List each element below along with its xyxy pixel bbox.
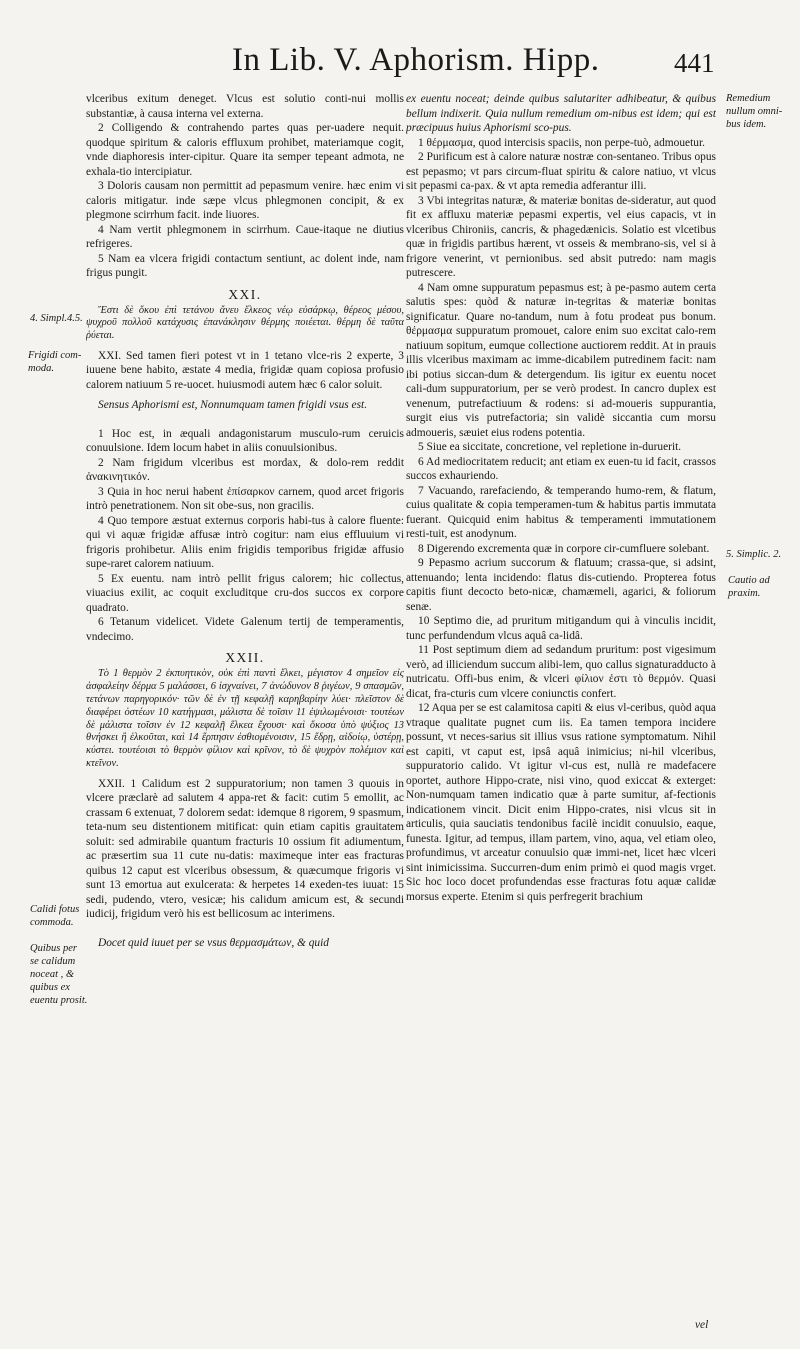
commentary-item: 6 Tetanum videlicet. Videte Galenum tertij de temperamentis, vndecimo. bbox=[86, 616, 404, 643]
margin-note-simplic: 5. Simplic. 2. bbox=[726, 549, 782, 560]
margin-note-cautio: Cautio ad praxim. bbox=[728, 575, 770, 599]
commentary-item: 10 Septimo die, ad pruritum mitigandum qui à vinculis incidit, tunc perfundendum vlcus aquâ ca-lidâ. bbox=[406, 615, 716, 642]
margin-note-simpl: 4. Simpl.4.5. bbox=[30, 313, 83, 324]
docet-line: Docet quid iuuet per se vsus θερμασμάτων, & quid bbox=[98, 936, 329, 949]
latin-translation: XXII. 1 Calidum est 2 suppuratorium; non tamen 3 quouis in vlcere præclarè ad salutem 4 appa-ret & facit: cutim 5 emollit, ac crassam 6 extenuat, 7 dolorem sedat: idemque 8 rigorem, 9 spasmum, teta-num seu distentionem mitificat: quin etiam capitis grauitatem soluit: sed admirabile quantum fracturis 10 ossium fit adiumentum, ac præsertim sua 11 cute nu-datis: maximeque inter eas fracturas quibus 12 caput est vlceribus obsessum, & quæcumque frigoris vi sunt 13 emortua aut exulcerata: & herpetes 14 exeden-tes iuuat: 15 sedi, pudendo, vtero, vesicæ; his calidum amicum est, & secundi iudicij, frigidum verò his est bellicosum ac interimens. bbox=[86, 777, 404, 921]
commentary-item: 8 Digerendo excrementa quæ in corpore cir-cumfluere solebant. bbox=[418, 542, 710, 555]
left-column bbox=[86, 92, 404, 950]
commentary-item: 7 Vacuando, rarefaciendo, & temperando humo-rem, & flatum, cuius qualitate & copia temperamen-tum & habitus partis immutata fuerant. Quicquid enim habitus & temperamenti immutationem resti-tuit, est anodynum. bbox=[406, 484, 716, 540]
commentary-item: 1 θέρμασμα, quod intercisis spaciis, non perpe-tuò, admouetur. bbox=[418, 136, 705, 149]
paragraph: ex euentu noceat; deinde quibus salutariter adhibeatur, & quibus bellum indixerit. Quia nullum remedium om-nibus est idem; qui est præcipuus huius Aphorismi sco-pus. bbox=[406, 93, 716, 134]
commentary-item: 12 Aqua per se est calamitosa capiti & eius vl-ceribus, quòd aqua vtraque qualitate pugnet cum iis. Ea tamen tempora incidere possunt, vt neces-sarius sit illius vsus ratione symptomatum. Nihil est capiti, vt caput est, ipsâ aquâ inimicius; ni-hil vlceribus, suppuratorio calido. Vt igitur vl-cus est, nullà re madefacere oportet, authore Hippo-crate, nisi vino, quod exiccat & exterget: Non-numquam tamen indicatio quæ à parte sumitur, af-fectionis indicationem vincit. Dicit enim Hippo-crates, nisi vlcus sit in articulis, quia sauciatis tendonibus facilè incidit conuulsio, eaque, funesta. Igitur, ad tempus, illam partem, vino, aqua, vel etiam oleo, profundimus, vt arceatur conuulsio quæ immi-net, licet hæc vlceri sint inimicissima. Succurren-dum enim primò ei quod magis vrget. Sic hoc loco docet profundendas esse fracturas fotu aquæ calidæ morsus experte. Etenim si quis perfregerit brachium bbox=[406, 702, 716, 903]
margin-note-frigidi: Frigidi com- moda. bbox=[28, 350, 82, 374]
commentary-item: 11 Post septimum diem ad sedandum pruritum: post vigesimum verò, ad illiciendum succum alibi-lem, quo callus signaturadducto à nutricatu. Offi-bus enim, & vlceri φίλιον ἐστι τὸ θερμόν. Quasi dicat, fra-cturis cum vlcere coniunctis confert. bbox=[406, 644, 716, 700]
running-title: In Lib. V. Aphorism. Hipp. bbox=[232, 42, 600, 78]
commentary-item: 3 Quia in hoc nerui habent ἐπίσαρκον carnem, quod arcet frigoris intrò penetrationem. Non sit obe-sus, non gracilis. bbox=[86, 485, 404, 513]
commentary-item: 1 Hoc est, in æquali andagonistarum musculo-rum ceruicis conuulsione. Idem locum habet in aliis conuulsionibus. bbox=[86, 427, 404, 455]
aphorism-heading: XXI. bbox=[228, 286, 262, 302]
commentary-item: 5 Ex euentu. nam intrò pellit frigus calorem; hic collectus, viuacius exilit, ac coquit excluditque cru-dos succos ex corpore quadrato. bbox=[86, 572, 404, 614]
sensus-line: Sensus Aphorismi est, Nonnumquam tamen frigidi vsus est. bbox=[98, 399, 368, 412]
commentary-item: 2 Purificum est à calore naturæ nostræ con-sentaneo. Tribus opus est pepasmo; vt pars circum-fluat spiritu & calore natiuo, vt vlcus sit pepasmi ca-pax. & vt apta remedia adferantur illi. bbox=[406, 151, 716, 192]
commentary-item: 2 Nam frigidum vlceribus est mordax, & dolo-rem reddit ἀνακινητικόν. bbox=[86, 456, 404, 484]
commentary-item: 4 Nam omne suppuratum pepasmus est; à pe-pasmo autem certa salutis spes: quòd & naturæ in-tegritas & materiæ bonitas significatur. Quare no-tandum, num à fotu prodeat pus bonum. θέρμασμα suppuratum promouet, calore enim suo excitat calo-rem natiuum sopitum, eumque collectione auctiorem reddit. At in prauis illis vlceribus maximam ac imme-dicabilem putredinem facit: nam ibi potius siccan-dum & detergendum. Iis igitur ex euentu nocet cali-dum suppuratorium, per se verò prodest. In cancro duplex est venenum, putrefactiuum & rodens: si ad-moueris suppurantia, surgit eius vis putrefactoria; sin validè siccantia cum morsu admoueris, sæuiet eius rodens potentia. bbox=[406, 281, 716, 439]
page-number: 441 bbox=[674, 48, 715, 78]
greek-text: Τὸ 1 θερμὸν 2 ἐκπυητικὸν, οὐκ ἐπὶ παντὶ ἕλκει, μέγιστον 4 σημεῖον εἰς ἀσφαλείην δέρμα 5 μαλάσσει, 6 ἰσχναίνει, 7 ἀνώδυνον 8 ῥιγέων, 9 σπασμῶν, τετάνων παρηγορικόν· τῶν δὲ ἐν τῇ κεφαλῇ καρηβαρίην λύει· πλεῖστον δὲ διαφέρει ὀστέων 10 κατήγμασι, μάλιστα δὲ τοῖσιν 11 ἐψιλωμένοισι· τουτέων δὲ μάλιστα τοῖσιν ἐν 12 κεφαλῇ ἕλκεα ἔχουσι· καὶ ὅκοσα ὑπὸ ψύξιος 13 θνήσκει ἢ ἑλκοῦται, καὶ 14 ἕρπησιν ἐσθιομένοισιν, 15 ἕδρῃ, αἰδοίῳ, ὑστέρῃ, κύστει. τουτέοισι τὸ θερμὸν φίλιον καὶ κρῖνον, τὸ δὲ ψυχρὸν πολέμιον καὶ κτεῖνον. bbox=[86, 668, 404, 769]
aphorism-heading: XXII. bbox=[225, 650, 265, 666]
right-column bbox=[406, 92, 716, 904]
latin-translation: XXI. Sed tamen fieri potest vt in 1 tetano vlce-ris 2 experte, 3 iuuene bene habito, æstate 4 media, frigidæ quam copiosa profusio calorem natiuum 5 re-uocet. huiusmodi autem hæc 6 calor soluit. bbox=[86, 349, 404, 391]
running-header bbox=[0, 42, 800, 92]
greek-text: Ἔστι δὲ ὅκου ἐπὶ τετάνου ἄνευ ἕλκεος νέῳ εὐσάρκῳ, θέρεος μέσου, ψυχροῦ πολλοῦ κατάχυσις ἐπανάκλησιν θέρμης ποιέεται. θέρμη δὲ ταῦτα ῥύεται. bbox=[86, 304, 404, 342]
margin-note-remedium: Remedium nullum omni- bus idem. bbox=[726, 93, 783, 130]
commentary-item: 5 Siue ea siccitate, concretione, vel repletione in-duruerit. bbox=[418, 441, 682, 453]
commentary-item: 4 Quo tempore æstuat externus corporis habi-tus à calore fluente: qui vi aquæ frigidæ affusæ intrò cogitur: nam eius effluuium vi frigoris prohibetur. Aliis enim frigidis temporibus frigidæ affusio supe-raret calorem natiuum. bbox=[86, 514, 404, 571]
margin-note-quibus: Quibus per se calidum noceat , & quibus ex euentu prosit. bbox=[30, 943, 88, 1006]
paragraph: 3 Doloris causam non permittit ad pepasmum venire. hæc enim vi caloris mitigatur. inde sæpe vlcus phlegmonen concipit, & ex plegmone scirrhum facit. inde liuores. bbox=[86, 180, 404, 221]
commentary-item: 3 Vbi integritas naturæ, & materiæ bonitas de-sideratur, aut quod fit ex affluxu materiæ pepasmi expertis, vel eius capacis, vt in vlceribus Chironiis, cancris, & phagedænicis. Solatio est vlcetibus quæ in frigidis partibus hærent, vt osseis & membrano-sis, vel si à frigore venerint, vt pernionibus. sed absit putredo: nam magis putrescere. bbox=[406, 194, 716, 279]
paragraph: 2 Colligendo & contrahendo partes quas per-uadere nequit. quodque spiritum & caloris effluxum prohibet, materiamque cogit, vnde diaphoresis inter-cipitur. Quare ita semper tepeant admota, ne exhala-tio intercipiatur. bbox=[86, 122, 404, 178]
paragraph: 4 Nam vertit phlegmonem in scirrhum. Caue-itaque ne diutius refrigeres. bbox=[86, 223, 404, 250]
paragraph: vlceribus exitum deneget. Vlcus est solutio conti-nui mollis substantiæ, à causa interna vel externa. bbox=[86, 93, 404, 120]
margin-note-calidi: Calidi fotus commoda. bbox=[30, 904, 80, 928]
commentary-item: 9 Pepasmo acrium succorum & flatuum; crassa-que, si adsint, attenuando; lenta incidendo: flatus dis-cutiendo. Propterea fotus capitis fiunt decocto beto-nicæ, chamæmeli, agarici, & foliorum senæ. bbox=[406, 557, 716, 613]
commentary-item: 6 Ad mediocritatem reducit; ant etiam ex euen-tu id facit, crassos succos exhauriendo. bbox=[406, 455, 716, 482]
catchword: vel bbox=[695, 1319, 709, 1331]
paragraph: 5 Nam ea vlcera frigidi contactum sentiunt, ac dolent inde, nam frigus pungit. bbox=[86, 252, 404, 279]
